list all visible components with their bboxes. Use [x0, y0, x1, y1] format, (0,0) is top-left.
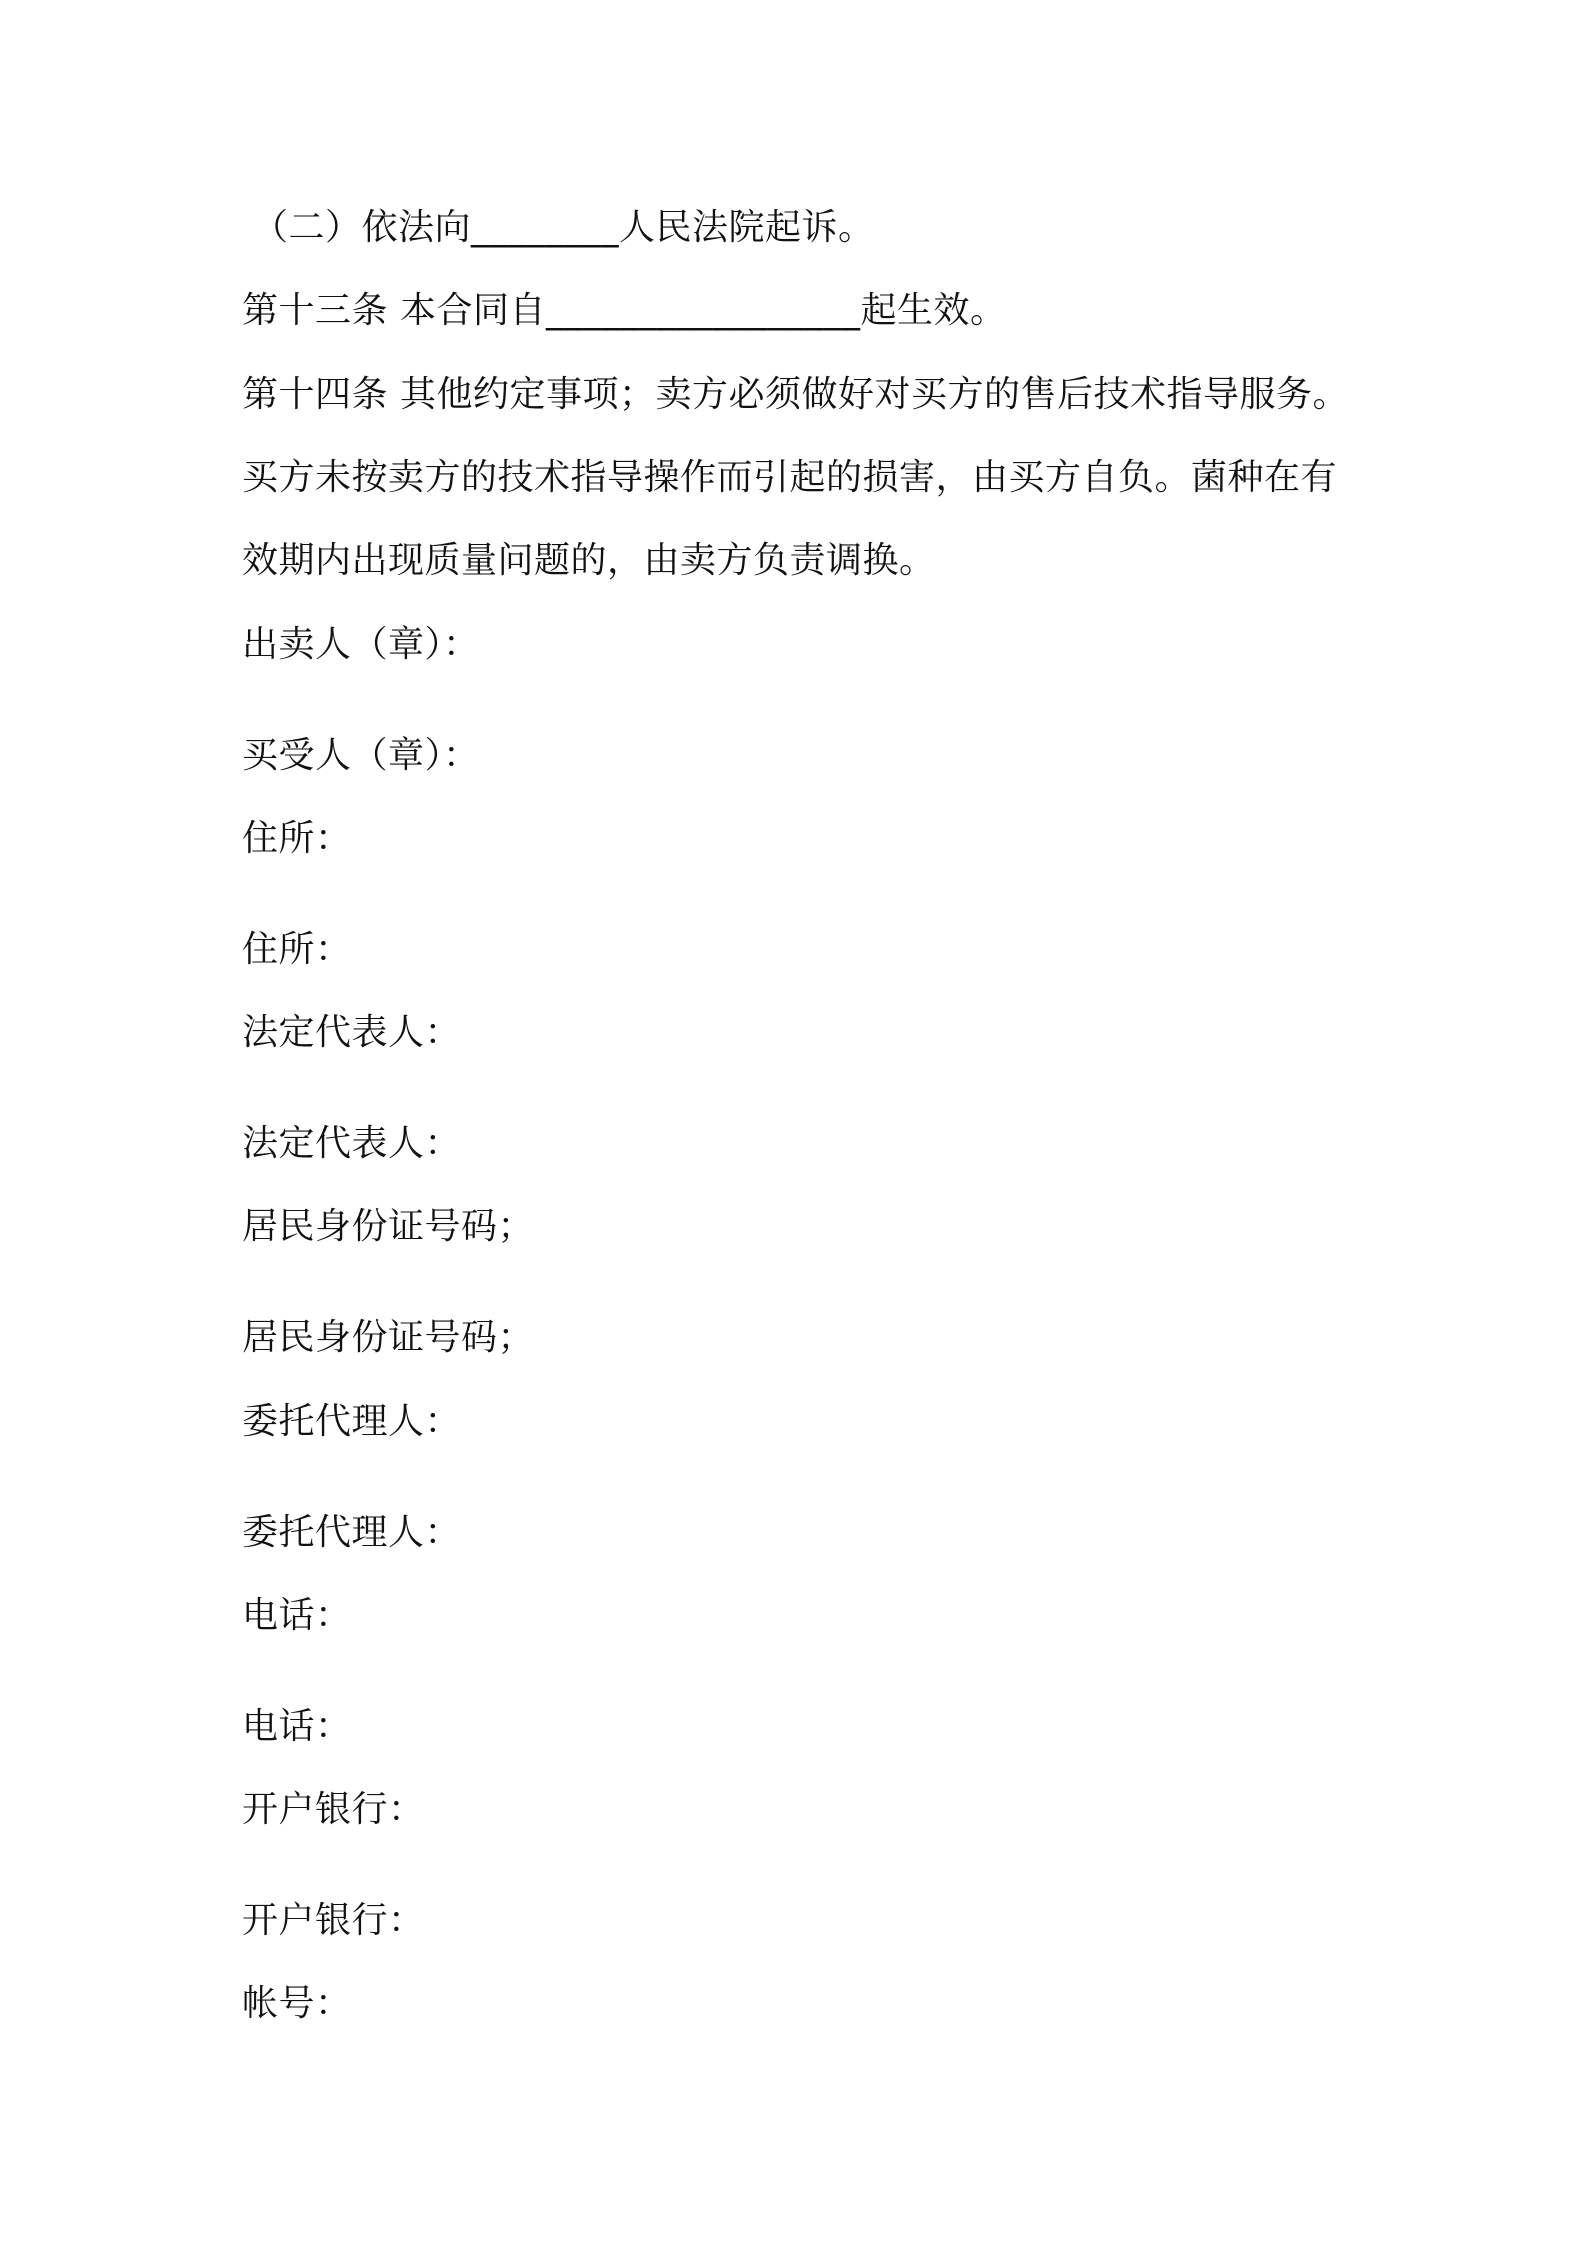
buyer-id-number-label: 居民身份证号码；	[242, 1317, 535, 1358]
seller-legal-rep-label: 法定代表人：	[242, 1012, 462, 1053]
buyer-phone-label: 电话：	[242, 1706, 352, 1747]
buyer-seal-label: 买受人（章）：	[242, 735, 480, 776]
buyer-address-label: 住所：	[242, 929, 352, 970]
clause-12-item-2: （二）依法向________人民法院起诉。	[252, 207, 875, 248]
seller-bank-label: 开户银行：	[242, 1789, 425, 1830]
seller-id-number-label: 居民身份证号码；	[242, 1206, 535, 1247]
buyer-bank-label: 开户银行：	[242, 1900, 425, 1941]
buyer-agent-label: 委托代理人：	[242, 1512, 462, 1553]
buyer-legal-rep-label: 法定代表人：	[242, 1123, 462, 1164]
seller-seal-label: 出卖人（章）：	[242, 624, 480, 665]
clause-14-line-3: 效期内出现质量问题的，由卖方负责调换。	[242, 540, 936, 581]
clause-14-line-2: 买方未按卖方的技术指导操作而引起的损害，由买方自负。菌种在有	[242, 457, 1338, 498]
clause-14-line-1: 第十四条 其他约定事项；卖方必须做好对买方的售后技术指导服务。	[242, 374, 1349, 415]
clause-13: 第十三条 本合同自_________________起生效。	[242, 290, 1007, 331]
seller-agent-label: 委托代理人：	[242, 1401, 462, 1442]
seller-phone-label: 电话：	[242, 1595, 352, 1636]
seller-address-label: 住所：	[242, 818, 352, 859]
account-number-label: 帐号：	[242, 1983, 352, 2024]
